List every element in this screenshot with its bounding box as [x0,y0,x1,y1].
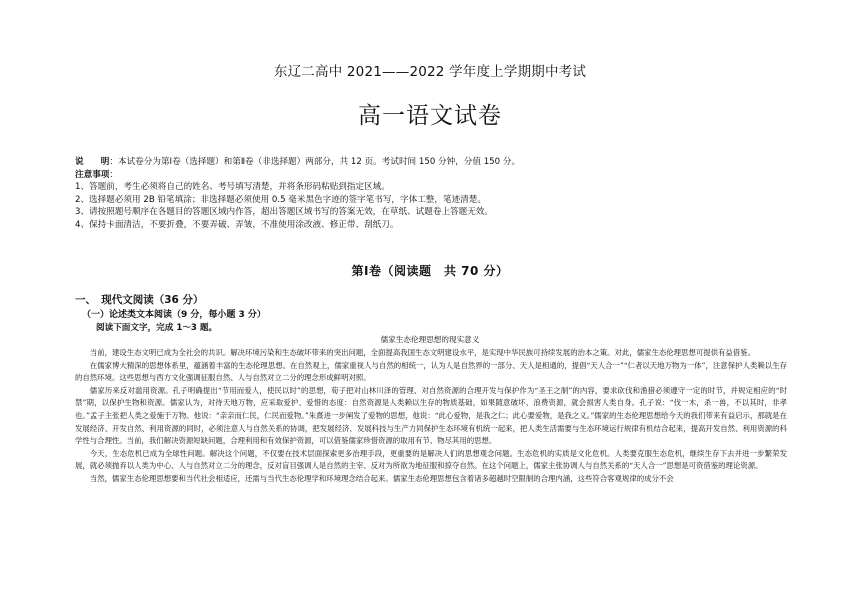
notes-item: 1、答题前，考生必须将自己的姓名、考号填写清楚，并将条形码粘贴到指定区域。 [75,182,390,192]
article-paragraph: 今天，生态危机已成为全球性问题。解决这个问题，不仅要在技术层面探索更多治理手段，更重要的是解决人们的思想观念问题。生态危机的实质是文化危机。人类要克服生态危机，继续生存下去并进一步繁荣发展，就必须抛弃以人类为中心、人与自然对立二分的理念，反对盲目强调人是自然的主宰、反对为所欲为地征服和掠夺自然。在这个问题上，儒家主张协调人与自然关系的“天人合一”思想是可资借鉴的理论资源。 [75,448,787,471]
description-text: ：本试卷分为第Ⅰ卷（选择题）和第Ⅱ卷（非选择题）两部分，共 12 页。考试时间 150 分钟，分值 150 分。 [109,157,521,167]
article-paragraph: 在儒家博大精深的思想体系里，蕴涵着丰富的生态伦理思想。在自然观上，儒家重视人与自然的相统一，认为人是自然界的一部分、天人是相通的，提倡“天人合一”“仁者以天地万物为一体”，注意保护人类赖以生存的自然环境。这些思想与西方文化强调征服自然、人与自然对立二分的理念形成鲜明对照。 [75,360,787,383]
notes-label: 注意事项 [75,169,110,180]
article-title: 儒家生态伦理思想的现实意义 [380,335,480,344]
exam-instructions [75,156,790,231]
subsection-title: （一）论述类文本阅读（9 分，每小题 3 分） [82,310,266,320]
reading-prompt: 阅读下面文字，完成 1～3 题。 [96,323,218,333]
notes-item: 4、保持卡面清洁，不要折叠，不要弄破、弄皱，不准使用涂改液、修正带、刮纸刀。 [75,219,399,230]
description-line [75,156,790,169]
notes-item: 2、选择题必须用 2B 铅笔填涂；非选择题必须使用 0.5 毫米黑色字迹的签字笔书写，字体工整，笔迹清楚。 [75,194,486,205]
exam-school-line: 东辽二高中 2021——2022 学年度上学期期中考试 [273,64,587,80]
article-body [75,347,787,486]
notes-colon: ： [109,169,118,180]
article-paragraph: 当前，建设生态文明已成为全社会的共识。解决环境污染和生态破坏带来的突出问题，全面提高我国生态文明建设水平，是实现中华民族可持续发展的治本之策。对此，儒家生态伦理思想可提供有益借鉴。 [89,348,755,357]
article-paragraph: 儒家历来反对滥用资源。孔子明确提出“节用而爱人，使民以时”的思想，荀子把对山林川泽的管理、对自然资源的合理开发与保护作为“圣王之制”的内容，要求砍伐和渔猎必须遵守一定的时节，并规定相应的“时禁”期，以保护生物和资源。儒家认为，对待天地万物，应采取爱护、爱惜的态度：自然资源是人类赖以生存的物质基础，如果随意破坏、浪费资源，就会损害人类自身。孔子说：“伐一木，杀一兽，不以其时，非孝也。”孟子主张把人类之爱施于万物。他说：“亲亲而仁民，仁民而爱物。”朱熹进一步阐发了爱物的思想，他说：“此心爱物，是我之仁；此心要爱物，是我之义。”儒家的生态伦理思想给今天的我们带来有益启示，那就是在发展经济、开发自然、利用资源的同时，必须注意人与自然关系的协调，把发展经济、发展科技与生产力同保护生态环境有机统一起来，把人类生活需要与生态环境运行规律有机结合起来，提高开发自然、利用资源的科学性与合理性。当前，我们解决资源短缺问题，合理利用和有效保护资源，可以借鉴儒家珍惜资源的取用有节、物尽其用的思想。 [75,385,787,446]
notes-item: 3、请按照题号顺序在各题目的答题区域内作答，超出答题区域书写的答案无效，在草纸、试题卷上答题无效。 [75,207,493,217]
notes-heading [75,169,790,182]
section-title: 一、 现代文阅读（36 分） [75,294,204,306]
exam-title: 高一语文试卷 [358,103,502,129]
part-one-title: 第Ⅰ卷（阅读题 共 70 分） [351,264,509,278]
description-label: 说 明 [75,157,110,167]
article-paragraph: 当然，儒家生态伦理思想要和当代社会相适应，还需与当代生态伦理学和环境理念结合起来。儒家生态伦理思想包含着诸多超越时空限制的合理内涵，这些符合客观规律的成分不会 [89,473,674,483]
